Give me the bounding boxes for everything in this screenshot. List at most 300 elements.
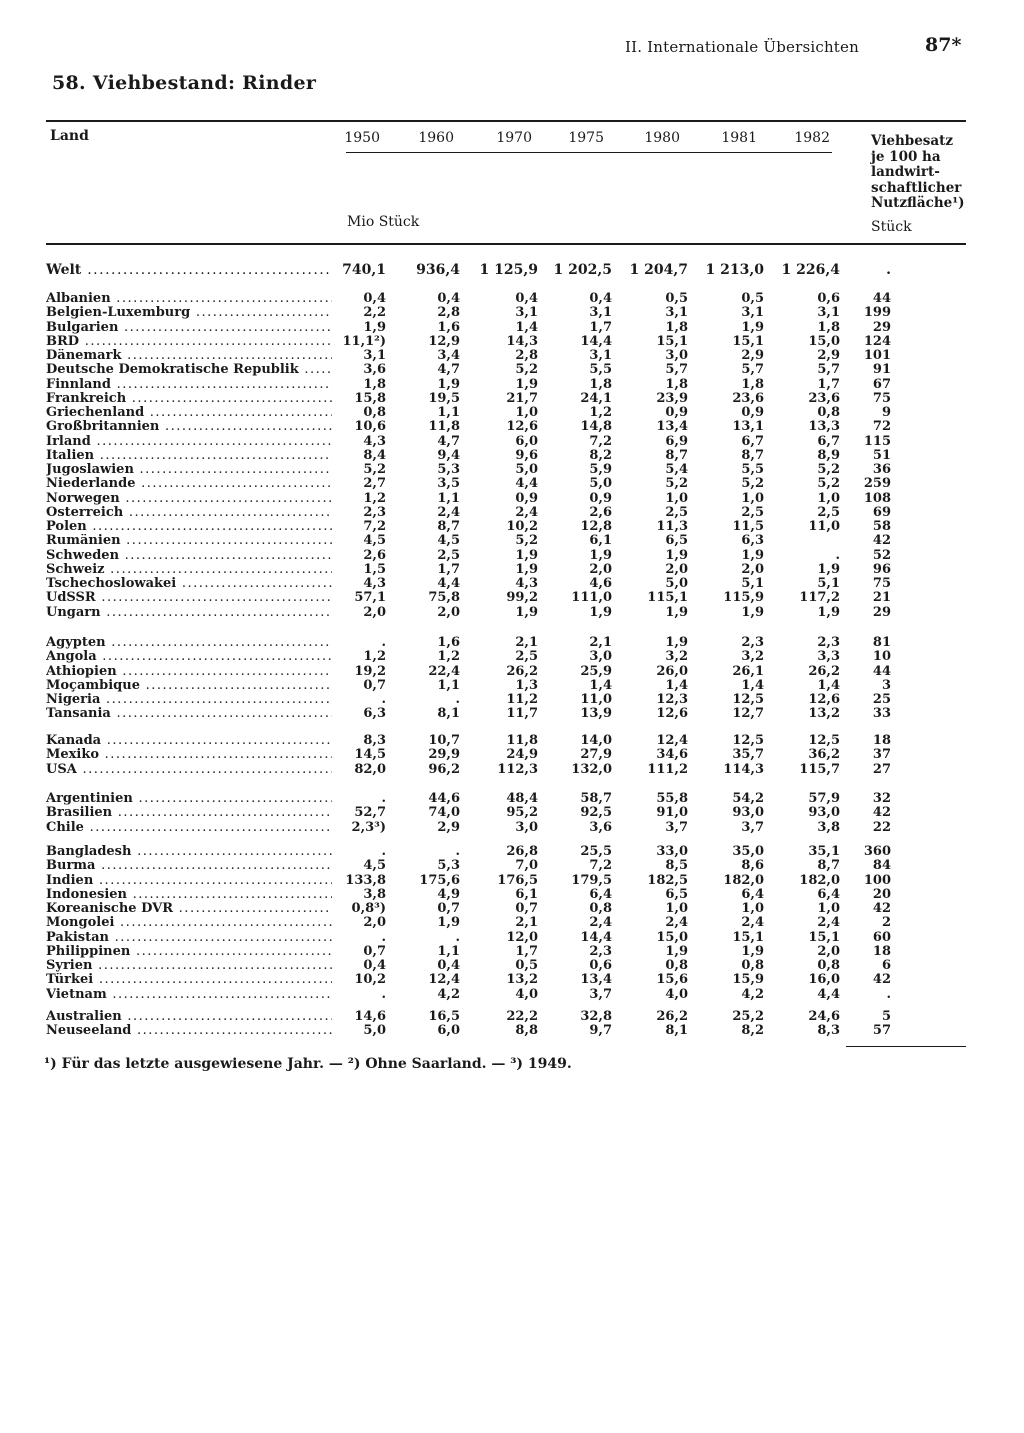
cell-1970: 1,0 xyxy=(515,405,538,420)
cell-1960: 1,1 xyxy=(437,405,460,420)
cell-1982: 8,7 xyxy=(817,858,840,873)
cell-1975: 7,2 xyxy=(589,858,612,873)
cell-1982: 0,8 xyxy=(817,958,840,973)
cell-density: 75 xyxy=(872,576,891,591)
cell-1980: 0,9 xyxy=(665,405,688,420)
cell-1982: 36,2 xyxy=(808,747,840,762)
table-row xyxy=(0,506,1024,520)
cell-1980: 15,1 xyxy=(656,334,688,349)
cell-density: 36 xyxy=(872,462,891,477)
cell-1981: 115,9 xyxy=(723,590,764,605)
row-label: Niederlande ..... xyxy=(46,477,332,491)
table-row xyxy=(0,792,1024,806)
cell-1975: 1,9 xyxy=(589,605,612,620)
cell-1982: 3,1 xyxy=(817,305,840,320)
cell-1982: 26,2 xyxy=(808,664,840,679)
cell-1950: 4,5 xyxy=(363,858,386,873)
cell-1981: 5,1 xyxy=(741,576,764,591)
cell-1982: 3,8 xyxy=(817,820,840,835)
row-label: Neuseeland ..... xyxy=(46,1024,332,1038)
cell-density: 10 xyxy=(872,649,891,664)
cell-1950: 19,2 xyxy=(354,664,386,679)
cell-1981: 13,1 xyxy=(732,419,764,434)
cell-1980: 1,4 xyxy=(665,678,688,693)
cell-1975: 3,0 xyxy=(589,649,612,664)
cell-1975: 3,7 xyxy=(589,987,612,1002)
row-label: Österreich ..... xyxy=(46,506,332,520)
cell-1975: 11,0 xyxy=(580,692,612,707)
cell-1981: 8,6 xyxy=(741,858,764,873)
cell-1950: 10,6 xyxy=(354,419,386,434)
cell-1980: 6,5 xyxy=(665,887,688,902)
cell-1982: 115,7 xyxy=(799,762,840,777)
cell-1975: 14,4 xyxy=(580,930,612,945)
cell-1975: 0,6 xyxy=(589,958,612,973)
row-label: Schweiz ..... xyxy=(46,563,332,577)
cell-1960: 1,2 xyxy=(437,649,460,664)
cell-1970: 4,3 xyxy=(515,576,538,591)
cell-1975: 0,4 xyxy=(589,291,612,306)
cell-1982: 5,2 xyxy=(817,462,840,477)
cell-density: 27 xyxy=(872,762,891,777)
cell-1960: 4,2 xyxy=(437,987,460,1002)
row-label: Türkei ..... xyxy=(46,973,332,987)
cell-1980: 8,1 xyxy=(665,1023,688,1038)
cell-1960: 19,5 xyxy=(428,391,460,406)
cell-1975: 1 202,5 xyxy=(553,262,612,278)
cell-1980: 34,6 xyxy=(656,747,688,762)
cell-1975: 1,4 xyxy=(589,678,612,693)
row-label: Deutsche Demokratische Republik ..... xyxy=(46,363,332,377)
cell-1980: 11,3 xyxy=(656,519,688,534)
cell-1981: 15,9 xyxy=(732,972,764,987)
cell-1982: 5,7 xyxy=(817,362,840,377)
cell-1970: 2,8 xyxy=(515,348,538,363)
cell-density: 58 xyxy=(872,519,891,534)
cell-1950: 15,8 xyxy=(354,391,386,406)
row-label: Albanien ..... xyxy=(46,292,332,306)
row-label: Kanada ..... xyxy=(46,734,332,748)
cell-1960: 22,4 xyxy=(428,664,460,679)
cell-density: 81 xyxy=(872,635,891,650)
cell-1980: 3,0 xyxy=(665,348,688,363)
cell-1960: 175,6 xyxy=(419,873,460,888)
cell-1980: 1,8 xyxy=(665,320,688,335)
row-label: Großbritannien ..... xyxy=(46,420,332,434)
table-row xyxy=(0,916,1024,930)
table-row xyxy=(0,845,1024,859)
cell-1980: 3,7 xyxy=(665,820,688,835)
cell-1982: 12,5 xyxy=(808,733,840,748)
cell-density: 25 xyxy=(872,692,891,707)
cell-1975: 14,4 xyxy=(580,334,612,349)
row-label: Frankreich ..... xyxy=(46,392,332,406)
cell-1960: 5,3 xyxy=(437,462,460,477)
cell-1975: 3,1 xyxy=(589,348,612,363)
cell-1975: 13,9 xyxy=(580,706,612,721)
cell-1970: 48,4 xyxy=(506,791,538,806)
cell-1970: 0,9 xyxy=(515,491,538,506)
section-header: II. Internationale Übersichten xyxy=(625,38,859,56)
cell-1960: 1,6 xyxy=(437,320,460,335)
cell-density: 57 xyxy=(872,1023,891,1038)
cell-1950: 2,3 xyxy=(363,505,386,520)
cell-1981: 1 213,0 xyxy=(705,262,764,278)
cell-1960: 1,7 xyxy=(437,562,460,577)
cell-density: . xyxy=(886,262,891,278)
cell-1980: 115,1 xyxy=(647,590,688,605)
cell-density: 37 xyxy=(872,747,891,762)
cell-1980: 3,1 xyxy=(665,305,688,320)
cell-1960: 1,1 xyxy=(437,678,460,693)
cell-1982: 57,9 xyxy=(808,791,840,806)
cell-density: 3 xyxy=(881,678,891,693)
cell-density: 91 xyxy=(872,362,891,377)
cell-1975: 12,8 xyxy=(580,519,612,534)
cell-density: 259 xyxy=(863,476,891,491)
cell-1981: 1,0 xyxy=(741,491,764,506)
cell-1960: 1,9 xyxy=(437,377,460,392)
cell-1950: 2,2 xyxy=(363,305,386,320)
cell-density: 42 xyxy=(872,972,891,987)
cell-1960: 8,7 xyxy=(437,519,460,534)
table-row xyxy=(0,406,1024,420)
cell-1980: 5,2 xyxy=(665,476,688,491)
cell-1970: 10,2 xyxy=(506,519,538,534)
density-header-line: Viehbesatz xyxy=(871,133,954,149)
table-row xyxy=(0,902,1024,916)
cell-1980: 15,6 xyxy=(656,972,688,987)
cell-1981: 0,9 xyxy=(741,405,764,420)
cell-1982: 1,9 xyxy=(817,605,840,620)
cell-1982: 2,3 xyxy=(817,635,840,650)
cell-1970: 5,0 xyxy=(515,462,538,477)
table-row xyxy=(0,363,1024,377)
cell-1980: 5,4 xyxy=(665,462,688,477)
cell-1960: 1,9 xyxy=(437,915,460,930)
cell-1980: 5,0 xyxy=(665,576,688,591)
cell-1975: 9,7 xyxy=(589,1023,612,1038)
cell-1970: 11,2 xyxy=(506,692,538,707)
cell-density: 75 xyxy=(872,391,891,406)
cell-1982: 12,6 xyxy=(808,692,840,707)
row-label: Indien ..... xyxy=(46,874,332,888)
cell-1981: 6,4 xyxy=(741,887,764,902)
table-row xyxy=(0,888,1024,902)
cell-1970: 5,2 xyxy=(515,362,538,377)
cell-1980: 12,6 xyxy=(656,706,688,721)
row-label: Dänemark ..... xyxy=(46,349,332,363)
row-label: Angola ..... xyxy=(46,650,332,664)
year-header-1981: 1981 xyxy=(721,130,757,146)
cell-1970: 3,1 xyxy=(515,305,538,320)
cell-density: 360 xyxy=(863,844,891,859)
table-row xyxy=(0,292,1024,306)
cell-1982: 13,3 xyxy=(808,419,840,434)
cell-1975: 1,7 xyxy=(589,320,612,335)
table-row xyxy=(0,748,1024,762)
cell-1975: 32,8 xyxy=(580,1009,612,1024)
cell-1950: 6,3 xyxy=(363,706,386,721)
cell-1981: 0,8 xyxy=(741,958,764,973)
cell-1970: 2,1 xyxy=(515,915,538,930)
cell-1950: 0,8 xyxy=(363,405,386,420)
cell-1960: 1,6 xyxy=(437,635,460,650)
cell-1960: 4,7 xyxy=(437,434,460,449)
cell-1950: 4,3 xyxy=(363,434,386,449)
cell-1981: 2,4 xyxy=(741,915,764,930)
cell-1950: 0,7 xyxy=(363,944,386,959)
cell-1980: 8,5 xyxy=(665,858,688,873)
footnote: ¹) Für das letzte ausgewiesene Jahr. — ²) Ohne Saarland. — ³) 1949. xyxy=(44,1056,572,1072)
cell-1981: 2,9 xyxy=(741,348,764,363)
cell-1950: 8,3 xyxy=(363,733,386,748)
cell-1970: 99,2 xyxy=(506,590,538,605)
row-label: Mexiko ..... xyxy=(46,748,332,762)
table-row xyxy=(0,973,1024,987)
cell-1960: 2,0 xyxy=(437,605,460,620)
table-row xyxy=(0,492,1024,506)
cell-1970: 2,1 xyxy=(515,635,538,650)
table-row xyxy=(0,563,1024,577)
cell-1980: 23,9 xyxy=(656,391,688,406)
cell-1950: 0,8³) xyxy=(351,901,386,916)
cell-density: 29 xyxy=(872,605,891,620)
cell-1975: 1,2 xyxy=(589,405,612,420)
cell-1960: 1,1 xyxy=(437,491,460,506)
row-label: Tansania ..... xyxy=(46,707,332,721)
cell-1970: 0,5 xyxy=(515,958,538,973)
cell-1975: 6,1 xyxy=(589,533,612,548)
cell-1981: 15,1 xyxy=(732,334,764,349)
cell-density: 42 xyxy=(872,805,891,820)
cell-1960: 2,9 xyxy=(437,820,460,835)
cell-1960: 4,9 xyxy=(437,887,460,902)
cell-1950: . xyxy=(381,692,386,707)
cell-1981: 1,4 xyxy=(741,678,764,693)
cell-1980: 1 204,7 xyxy=(629,262,688,278)
cell-1970: 12,6 xyxy=(506,419,538,434)
cell-1970: 4,0 xyxy=(515,987,538,1002)
cell-1981: 35,7 xyxy=(732,747,764,762)
cell-1975: 1,9 xyxy=(589,548,612,563)
table-row xyxy=(0,378,1024,392)
cell-1982: 8,3 xyxy=(817,1023,840,1038)
cell-1982: 2,5 xyxy=(817,505,840,520)
cell-1980: 4,0 xyxy=(665,987,688,1002)
cell-1960: 0,7 xyxy=(437,901,460,916)
cell-1980: 1,9 xyxy=(665,548,688,563)
cell-1950: 2,0 xyxy=(363,915,386,930)
cell-density: 52 xyxy=(872,548,891,563)
cell-1975: 3,6 xyxy=(589,820,612,835)
cell-1981: 11,5 xyxy=(732,519,764,534)
unit-left: Mio Stück xyxy=(347,214,420,230)
table-row xyxy=(0,945,1024,959)
cell-1950: 8,4 xyxy=(363,448,386,463)
table-row xyxy=(0,477,1024,491)
cell-1982: 3,3 xyxy=(817,649,840,664)
cell-density: 33 xyxy=(872,706,891,721)
cell-1982: 2,4 xyxy=(817,915,840,930)
cell-density: 44 xyxy=(872,664,891,679)
table-row xyxy=(0,959,1024,973)
cell-1975: 3,1 xyxy=(589,305,612,320)
cell-1950: 5,0 xyxy=(363,1023,386,1038)
cell-1950: 1,5 xyxy=(363,562,386,577)
table-row xyxy=(0,821,1024,835)
cell-density: 22 xyxy=(872,820,891,835)
cell-1982: 182,0 xyxy=(799,873,840,888)
cell-density: 21 xyxy=(872,590,891,605)
row-label: Äthiopien ..... xyxy=(46,665,332,679)
cell-1950: 4,5 xyxy=(363,533,386,548)
cell-density: 18 xyxy=(872,944,891,959)
cell-1980: 1,0 xyxy=(665,491,688,506)
cell-1950: 1,2 xyxy=(363,649,386,664)
cell-1981: 1,9 xyxy=(741,944,764,959)
cell-1981: 8,7 xyxy=(741,448,764,463)
cell-1950: 4,3 xyxy=(363,576,386,591)
cell-1970: 1,9 xyxy=(515,562,538,577)
cell-1975: 2,0 xyxy=(589,562,612,577)
cell-1975: 14,8 xyxy=(580,419,612,434)
cell-1950: 2,3³) xyxy=(351,820,386,835)
row-label: Ägypten ..... xyxy=(46,636,332,650)
cell-1982: 1,9 xyxy=(817,562,840,577)
cell-1950: . xyxy=(381,987,386,1002)
cell-1980: 12,3 xyxy=(656,692,688,707)
cell-1960: 12,9 xyxy=(428,334,460,349)
cell-density: 42 xyxy=(872,533,891,548)
cell-density: 44 xyxy=(872,291,891,306)
table-row xyxy=(0,1024,1024,1038)
cell-1982: 5,2 xyxy=(817,476,840,491)
table-row xyxy=(0,335,1024,349)
row-label: Philippinen ..... xyxy=(46,945,332,959)
cell-1970: 1,4 xyxy=(515,320,538,335)
cell-1982: 117,2 xyxy=(799,590,840,605)
cell-1980: 2,5 xyxy=(665,505,688,520)
cell-1960: 4,4 xyxy=(437,576,460,591)
table-row xyxy=(0,806,1024,820)
row-label: Bulgarien ..... xyxy=(46,321,332,335)
cell-density: 100 xyxy=(863,873,891,888)
cell-1960: 2,5 xyxy=(437,548,460,563)
cell-1981: 54,2 xyxy=(732,791,764,806)
cell-1975: 92,5 xyxy=(580,805,612,820)
cell-1982: . xyxy=(835,548,840,563)
cell-1981: 1,8 xyxy=(741,377,764,392)
cell-1982: 13,2 xyxy=(808,706,840,721)
cell-1982: 24,6 xyxy=(808,1009,840,1024)
row-label: Burma ..... xyxy=(46,859,332,873)
cell-density: 60 xyxy=(872,930,891,945)
cell-1982: 35,1 xyxy=(808,844,840,859)
cell-1975: 0,9 xyxy=(589,491,612,506)
cell-1980: 1,9 xyxy=(665,605,688,620)
cell-density: 20 xyxy=(872,887,891,902)
table-row xyxy=(0,463,1024,477)
cell-1970: 6,0 xyxy=(515,434,538,449)
cell-1982: 1,0 xyxy=(817,491,840,506)
cell-1950: . xyxy=(381,844,386,859)
row-label: Welt ..... xyxy=(46,263,332,277)
cell-1970: 112,3 xyxy=(497,762,538,777)
cell-density: 51 xyxy=(872,448,891,463)
cell-1982: 1 226,4 xyxy=(781,262,840,278)
cell-1950: 11,1²) xyxy=(342,334,386,349)
cell-1981: 5,5 xyxy=(741,462,764,477)
cell-1950: 2,0 xyxy=(363,605,386,620)
cell-1981: 26,1 xyxy=(732,664,764,679)
cell-1970: 24,9 xyxy=(506,747,538,762)
column-header-land: Land xyxy=(50,128,89,144)
cell-density: . xyxy=(886,987,891,1002)
page-number: 87* xyxy=(925,34,962,56)
cell-1975: 111,0 xyxy=(571,590,612,605)
cell-1982: 23,6 xyxy=(808,391,840,406)
cell-1970: 26,2 xyxy=(506,664,538,679)
row-label: Chile ..... xyxy=(46,821,332,835)
cell-1975: 2,6 xyxy=(589,505,612,520)
cell-1950: 1,9 xyxy=(363,320,386,335)
table-row xyxy=(0,1010,1024,1024)
cell-1982: 5,1 xyxy=(817,576,840,591)
table-row xyxy=(0,763,1024,777)
cell-1980: 15,0 xyxy=(656,930,688,945)
cell-1981: 2,0 xyxy=(741,562,764,577)
cell-1950: 0,4 xyxy=(363,291,386,306)
cell-1980: 1,9 xyxy=(665,635,688,650)
row-label: Pakistan ..... xyxy=(46,931,332,945)
cell-density: 108 xyxy=(863,491,891,506)
cell-1981: 15,1 xyxy=(732,930,764,945)
row-label: Ungarn ..... xyxy=(46,606,332,620)
cell-1970: 2,5 xyxy=(515,649,538,664)
cell-1960: . xyxy=(455,844,460,859)
cell-1975: 1,8 xyxy=(589,377,612,392)
cell-1970: 1,9 xyxy=(515,605,538,620)
header-rule xyxy=(46,243,966,245)
cell-1970: 1,7 xyxy=(515,944,538,959)
row-label: Jugoslawien ..... xyxy=(46,463,332,477)
cell-1982: 15,1 xyxy=(808,930,840,945)
row-label: Bangladesh ..... xyxy=(46,845,332,859)
row-label: Koreanische DVR ..... xyxy=(46,902,332,916)
cell-1975: 14,0 xyxy=(580,733,612,748)
cell-1975: 2,1 xyxy=(589,635,612,650)
cell-1960: 10,7 xyxy=(428,733,460,748)
cell-1950: 0,4 xyxy=(363,958,386,973)
bottom-rule xyxy=(846,1046,966,1047)
cell-1981: 35,0 xyxy=(732,844,764,859)
cell-1960: 4,5 xyxy=(437,533,460,548)
table-row xyxy=(0,650,1024,664)
row-label: Mongolei ..... xyxy=(46,916,332,930)
row-label: Argentinien ..... xyxy=(46,792,332,806)
cell-1980: 91,0 xyxy=(656,805,688,820)
row-label: Schweden ..... xyxy=(46,549,332,563)
cell-1980: 1,8 xyxy=(665,377,688,392)
cell-1975: 5,5 xyxy=(589,362,612,377)
cell-1981: 3,1 xyxy=(741,305,764,320)
cell-1960: . xyxy=(455,692,460,707)
cell-1950: 133,8 xyxy=(345,873,386,888)
table-row xyxy=(0,693,1024,707)
cell-density: 96 xyxy=(872,562,891,577)
row-label: Rumänien ..... xyxy=(46,534,332,548)
